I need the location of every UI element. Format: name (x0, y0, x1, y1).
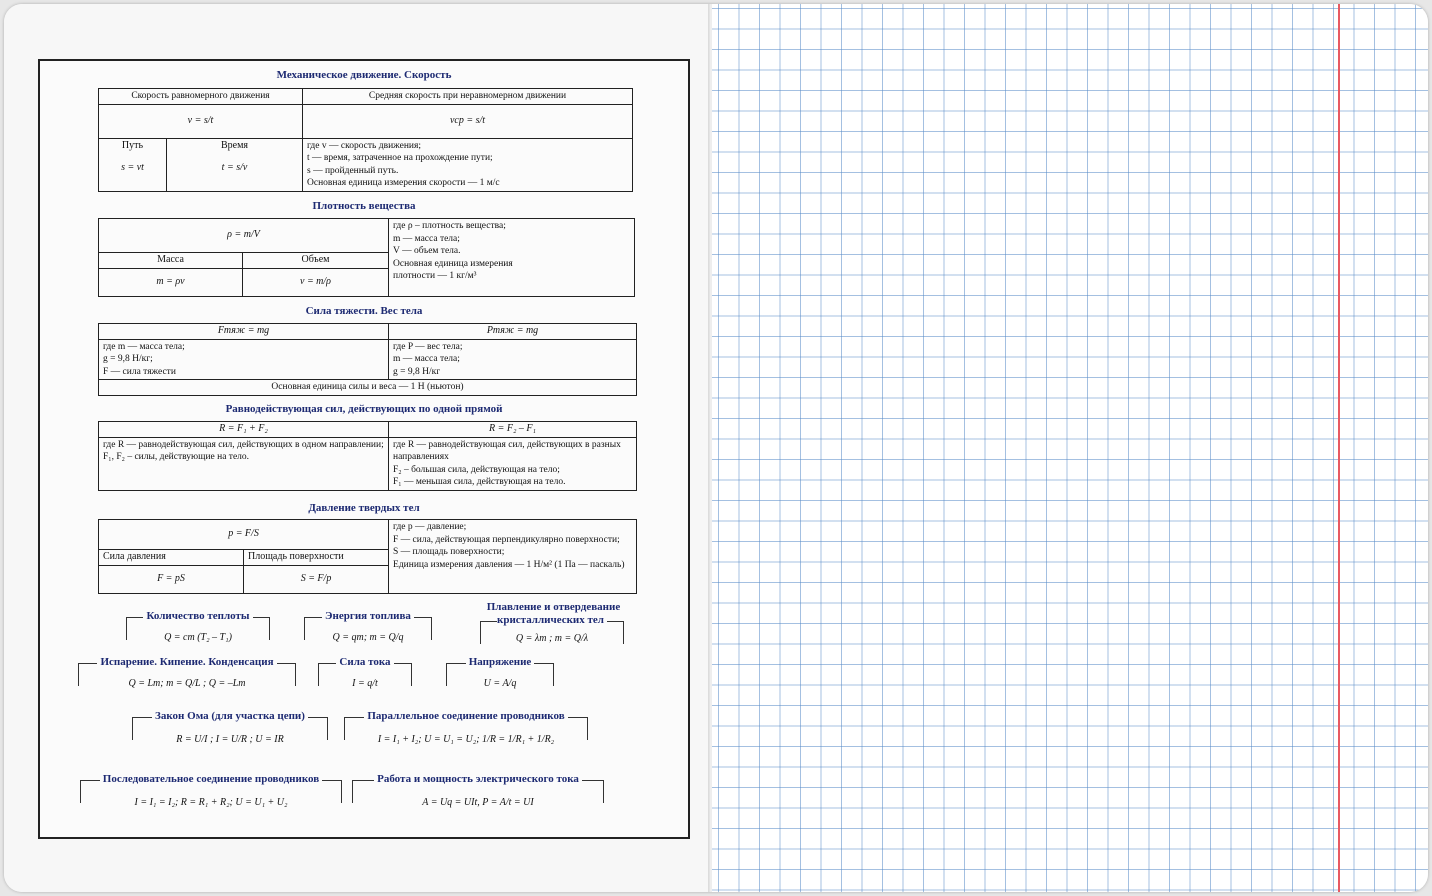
note-line: F₂ – большая сила, действующая на тело; (393, 464, 560, 475)
mass-label: Масса (99, 253, 243, 269)
weight-formula: Pтяж = mg (389, 324, 637, 340)
pressure-table (98, 519, 637, 594)
gravity-footer: Основная единица силы и веса — 1 Н (ньютон) (99, 380, 637, 396)
note-line: F₁ — меньшая сила, действующая на тело. (393, 477, 566, 487)
path-cell (99, 138, 167, 191)
formula-box-label: Испарение. Кипение. Конденсация (97, 656, 276, 668)
area-label: Площадь поверхности (244, 550, 389, 566)
note-line: где R — равнодействующая сил, действующих в одном направлении; (103, 439, 384, 450)
volume-formula: v = m/ρ (243, 268, 389, 296)
formula-box-label: Последовательное соединение проводников (100, 773, 322, 785)
gravity-formula: Fтяж = mg (99, 324, 389, 340)
pressure-notes (389, 520, 637, 594)
average-speed-header: Средняя скорость при неравномерном движении (303, 89, 633, 105)
formula-box (344, 710, 588, 754)
pressure-formula: p = F/S (99, 520, 389, 550)
note-line: F — сила, действующая перпендикулярно поверхности; (393, 534, 620, 545)
path-formula: s = vt (121, 162, 144, 173)
gravity-table (98, 323, 637, 396)
note-line: где P — вес тела; (393, 341, 463, 352)
note-line: S — площадь поверхности; (393, 547, 505, 557)
formula-box-formula: Q = cm (T₂ – T₁) (164, 632, 232, 643)
path-label: Путь (121, 139, 144, 151)
formula-box-formula: Q = Lm; m = Q/L ; Q = –Lm (128, 678, 246, 689)
resultant-opposite-notes (389, 437, 637, 490)
mass-formula: m = ρv (99, 268, 243, 296)
note-line: где p — давление; (393, 522, 467, 532)
formula-box-label: Параллельное соединение проводников (364, 710, 567, 722)
note-line: где ρ – плотность вещества; (393, 221, 506, 231)
note-line: где v — скорость движения; (307, 140, 421, 151)
formula-box-formula: Q = λm ; m = Q/λ (515, 633, 589, 644)
resultant-opposite-formula: R = F₂ – F₁ (389, 422, 637, 438)
formula-box-formula: Q = qm; m = Q/q (332, 632, 404, 643)
area-formula: S = F/p (244, 565, 389, 593)
note-line: F₁, F₂ – силы, действующие на тело. (103, 452, 250, 462)
notebook-spread (4, 4, 1428, 892)
formula-box (480, 601, 624, 651)
formula-box-label: Количество теплоты (143, 610, 252, 622)
formula-box (318, 656, 412, 696)
formula-box-label: Закон Ома (для участка цепи) (152, 710, 308, 722)
density-notes (389, 219, 635, 297)
motion-notes (303, 138, 633, 191)
uniform-speed-header: Скорость равномерного движения (99, 89, 303, 105)
left-cover-page (4, 4, 710, 892)
weight-notes (389, 339, 637, 380)
formula-box-label: Работа и мощность электрического тока (374, 773, 582, 785)
resultant-same-formula: R = F₁ + F₂ (99, 422, 389, 438)
note-line: s — пройденный путь. (307, 165, 399, 176)
formula-box (304, 610, 432, 650)
note-line: плотности — 1 кг/м³ (393, 271, 477, 281)
formula-box (80, 773, 342, 813)
time-cell (167, 138, 303, 191)
density-formula: ρ = m/V (99, 219, 389, 253)
pressure-title: Давление твердых тел (308, 502, 420, 514)
note-line: Единица измерения давления — 1 Н/м² (1 Па — паскаль) (393, 559, 625, 570)
note-line: m — масса тела; (393, 233, 460, 244)
force-formula: F = pS (99, 565, 244, 593)
force-label: Сила давления (99, 550, 244, 566)
note-line: где R — равнодействующая сил, действующих в разных направлениях (393, 439, 621, 462)
note-line: V — объем тела. (393, 246, 461, 256)
time-label: Время (220, 139, 249, 151)
margin-line (1338, 4, 1340, 892)
formula-box (78, 656, 296, 696)
formula-box-label: Сила тока (336, 656, 393, 668)
formula-box-label: Плавление и отвердевание кристаллических тел (484, 601, 620, 626)
formula-box-formula: R = U/I ; I = U/R ; U = IR (176, 734, 284, 745)
formula-box (352, 773, 604, 813)
resultant-table (98, 421, 637, 491)
formula-box (446, 656, 554, 696)
gravity-title: Сила тяжести. Вес тела (305, 305, 423, 317)
note-line: g = 9,8 Н/кг (393, 366, 441, 377)
volume-label: Объем (243, 253, 389, 269)
formula-box-formula: A = Uq = UIt, P = A/t = UI (422, 797, 534, 808)
motion-title: Механическое движение. Скорость (276, 69, 452, 81)
formula-box-formula: I = I₁ + I₂; U = U₁ = U₂; 1/R = 1/R₁ + 1/R₂ (377, 734, 555, 745)
resultant-same-notes (99, 437, 389, 490)
time-formula: t = s/v (221, 162, 248, 173)
density-title: Плотность вещества (312, 200, 416, 212)
motion-table (98, 88, 633, 192)
note-line: Основная единица измерения (393, 258, 513, 269)
note-line: F — сила тяжести (103, 366, 176, 377)
formula-box-formula: I = q/t (352, 678, 378, 689)
note-line: t — время, затраченное на прохождение пути; (307, 153, 493, 163)
formula-box-formula: I = I₁ = I₂; R = R₁ + R₂; U = U₁ + U₂ (134, 797, 288, 808)
note-line: g = 9,8 Н/кг; (103, 354, 153, 364)
formula-box-formula: U = A/q (483, 678, 517, 689)
gravity-notes (99, 339, 389, 380)
formula-box-label: Энергия топлива (322, 610, 414, 622)
density-table (98, 218, 635, 297)
resultant-title: Равнодействующая сил, действующих по одной прямой (225, 403, 503, 415)
note-line: m — масса тела; (393, 354, 460, 364)
formula-sheet (38, 59, 690, 839)
note-line: Основная единица измерения скорости — 1 м/с (307, 178, 500, 188)
formula-box (126, 610, 270, 650)
formula-box-label: Напряжение (466, 656, 535, 668)
grid-paper-page (712, 4, 1428, 892)
average-speed-formula: vср = s/t (303, 104, 633, 138)
uniform-speed-formula: v = s/t (99, 104, 303, 138)
formula-box (132, 710, 328, 754)
note-line: где m — масса тела; (103, 341, 185, 352)
